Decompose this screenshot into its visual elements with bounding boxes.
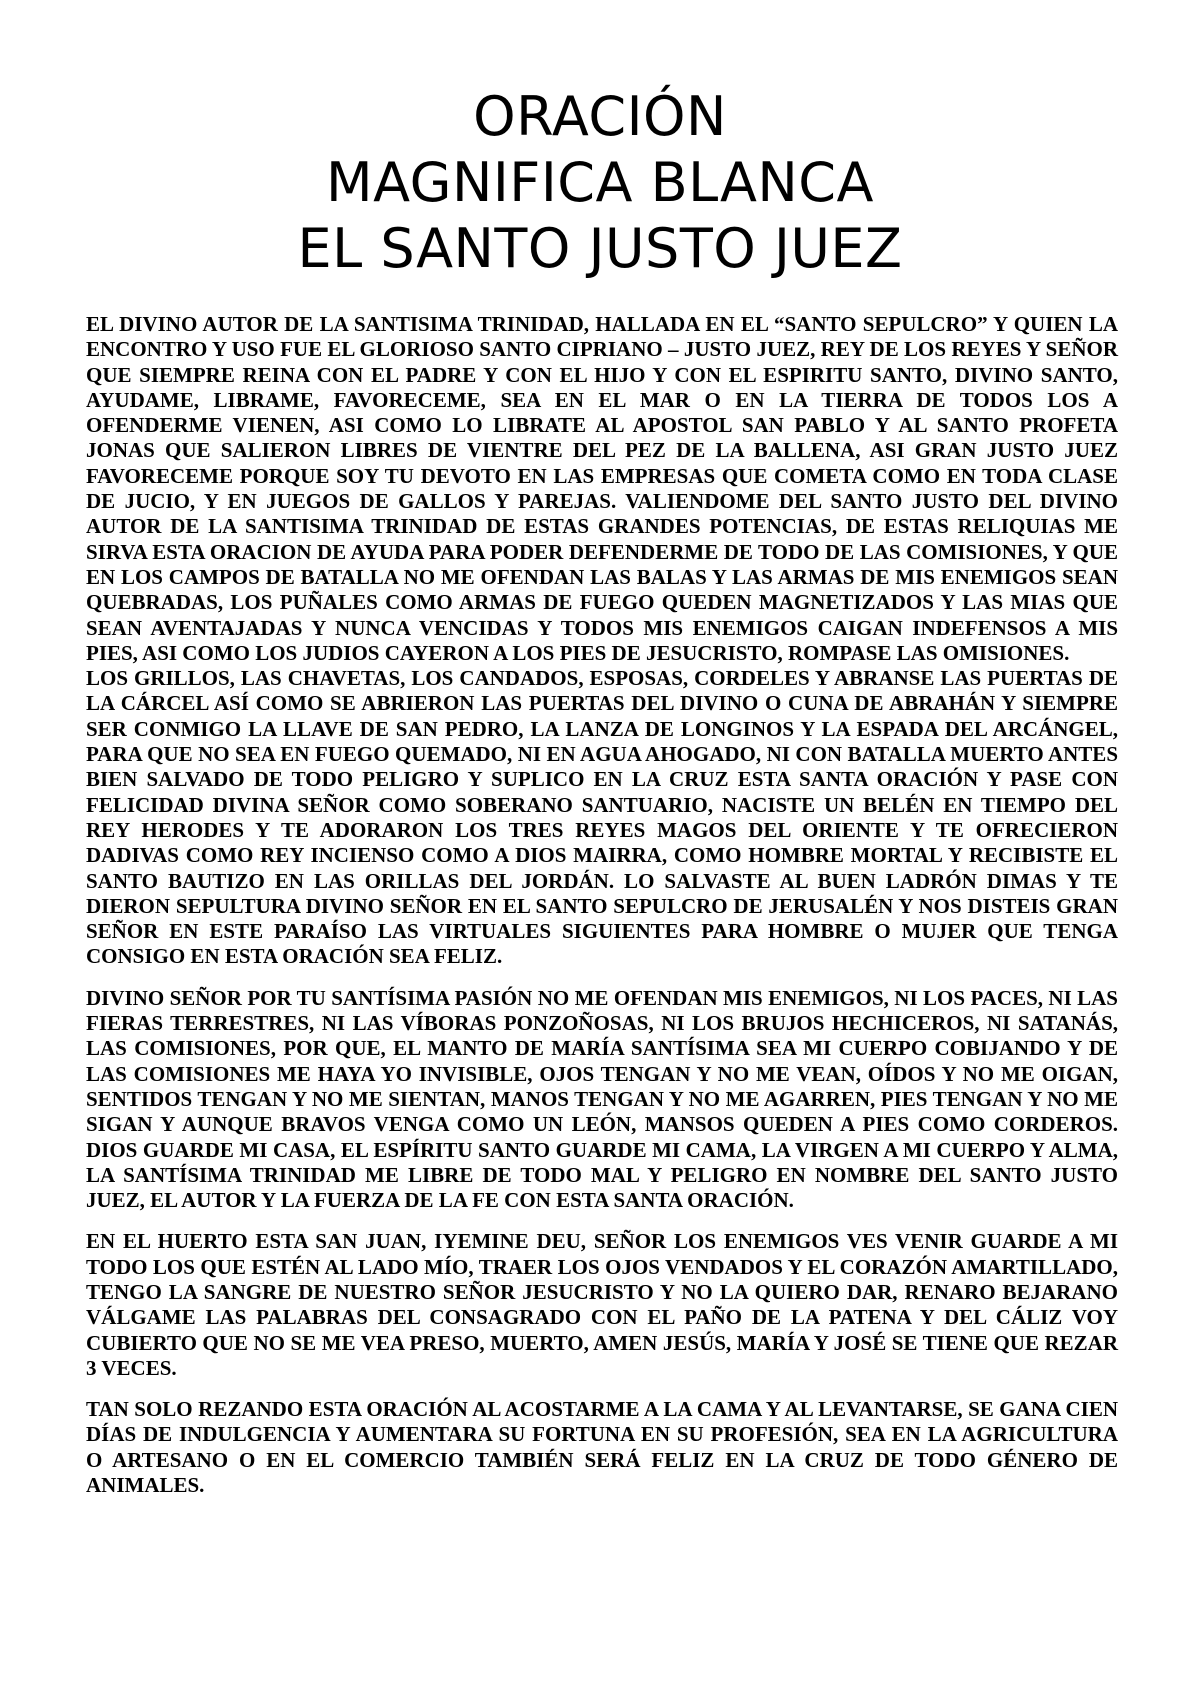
paragraph-4: EN EL HUERTO ESTA SAN JUAN, IYEMINE DEU, SEÑOR LOS ENEMIGOS VES VENIR GUARDE A MI TODO LOS QUE ESTÉN AL LADO MÍO, TRAER LOS OJOS VENDADOS Y EL CORAZÓN AMARTILLADO, TENGO LA SANGRE DE NUESTRO SEÑOR JESUCRISTO Y NO LA QUIERO DAR, RENARO BEJARANO VÁLGAME LAS PALABRAS DEL CONSAGRADO CON EL PAÑO DE LA PATENA Y DEL CÁLIZ VOY CUBIERTO QUE NO SE ME VEA PRESO, MUERTO, AMEN JESÚS, MARÍA Y JOSÉ SE TIENE QUE REZAR 3 VECES.: [86, 1229, 1118, 1380]
page-title: [0, 84, 1200, 282]
prayer-body: [86, 312, 1118, 1498]
title-line-2: MAGNIFICA BLANCA: [326, 151, 874, 214]
paragraph-2: LOS GRILLOS, LAS CHAVETAS, LOS CANDADOS, ESPOSAS, CORDELES Y ABRANSE LAS PUERTAS DE LA CÁRCEL ASÍ COMO SE ABRIERON LAS PUERTAS DEL DIVINO O CUNA DE ABRAHÁN Y SIEMPRE SER CONMIGO LA LLAVE DE SAN PEDRO, LA LANZA DE LONGINOS Y LA ESPADA DEL ARCÁNGEL, PARA QUE NO SEA EN FUEGO QUEMADO, NI EN AGUA AHOGADO, NI CON BATALLA MUERTO ANTES BIEN SALVADO DE TODO PELIGRO Y SUPLICO EN LA CRUZ ESTA SANTA ORACIÓN Y PASE CON FELICIDAD DIVINA SEÑOR COMO SOBERANO SANTUARIO, NACISTE UN BELÉN EN TIEMPO DEL REY HERODES Y TE ADORARON LOS TRES REYES MAGOS DEL ORIENTE Y TE OFRECIERON DADIVAS COMO REY INCIENSO COMO A DIOS MAIRRA, COMO HOMBRE MORTAL Y RECIBISTE EL SANTO BAUTIZO EN LAS ORILLAS DEL JORDÁN. LO SALVASTE AL BUEN LADRÓN DIMAS Y TE DIERON SEPULTURA DIVINO SEÑOR EN EL SANTO SEPULCRO DE JERUSALÉN Y NOS DISTEIS GRAN SEÑOR EN ESTE PARAÍSO LAS VIRTUALES SIGUIENTES PARA HOMBRE O MUJER QUE TENGA CONSIGO EN ESTA ORACIÓN SEA FELIZ.: [86, 666, 1118, 969]
paragraph-1: EL DIVINO AUTOR DE LA SANTISIMA TRINIDAD, HALLADA EN EL “SANTO SEPULCRO” Y QUIEN LA ENCONTRO Y USO FUE EL GLORIOSO SANTO CIPRIANO – JUSTO JUEZ, REY DE LOS REYES Y SEÑOR QUE SIEMPRE REINA CON EL PADRE Y CON EL HIJO Y CON EL ESPIRITU SANTO, DIVINO SANTO, AYUDAME, LIBRAME, FAVORECEME, SEA EN EL MAR O EN LA TIERRA DE TODOS LOS A OFENDERME VIENEN, ASI COMO LO LIBRATE AL APOSTOL SAN PABLO Y AL SANTO PROFETA JONAS QUE SALIERON LIBRES DE VIENTRE DEL PEZ DE LA BALLENA, ASI GRAN JUSTO JUEZ FAVORECEME PORQUE SOY TU DEVOTO EN LAS EMPRESAS QUE COMETA COMO EN TODA CLASE DE JUCIO, Y EN JUEGOS DE GALLOS Y PAREJAS. VALIENDOME DEL SANTO JUSTO DEL DIVINO AUTOR DE LA SANTISIMA TRINIDAD DE ESTAS GRANDES POTENCIAS, DE ESTAS RELIQUIAS ME SIRVA ESTA ORACION DE AYUDA PARA PODER DEFENDERME DE TODO DE LAS COMISIONES, Y QUE EN LOS CAMPOS DE BATALLA NO ME OFENDAN LAS BALAS Y LAS ARMAS DE MIS ENEMIGOS SEAN QUEBRADAS, LOS PUÑALES COMO ARMAS DE FUEGO QUEDEN MAGNETIZADOS Y LAS MIAS QUE SEAN AVENTAJADAS Y NUNCA VENCIDAS Y TODOS MIS ENEMIGOS CAIGAN INDEFENSOS A MIS PIES, ASI COMO LOS JUDIOS CAYERON A LOS PIES DE JESUCRISTO, ROMPASE LAS OMISIONES.: [86, 312, 1118, 665]
title-line-3: EL SANTO JUSTO JUEZ: [297, 217, 903, 280]
paragraph-5: TAN SOLO REZANDO ESTA ORACIÓN AL ACOSTARME A LA CAMA Y AL LEVANTARSE, SE GANA CIEN DÍAS DE INDULGENCIA Y AUMENTARA SU FORTUNA EN SU PROFESIÓN, SEA EN LA AGRICULTURA O ARTESANO O EN EL COMERCIO TAMBIÉN SERÁ FELIZ EN LA CRUZ DE TODO GÉNERO DE ANIMALES.: [86, 1397, 1118, 1498]
paragraph-3: DIVINO SEÑOR POR TU SANTÍSIMA PASIÓN NO ME OFENDAN MIS ENEMIGOS, NI LOS PACES, NI LAS FIERAS TERRESTRES, NI LAS VÍBORAS PONZOÑOSAS, NI LOS BRUJOS HECHICEROS, NI SATANÁS, LAS COMISIONES, POR QUE, EL MANTO DE MARÍA SANTÍSIMA SEA MI CUERPO COBIJANDO Y DE LAS COMISIONES ME HAYA YO INVISIBLE, OJOS TENGAN Y NO ME VEAN, OÍDOS Y NO ME OIGAN, SENTIDOS TENGAN Y NO ME SIENTAN, MANOS TENGAN Y NO ME AGARREN, PIES TENGAN Y NO ME SIGAN Y AUNQUE BRAVOS VENGA COMO UN LEÓN, MANSOS QUEDEN A PIES COMO CORDEROS. DIOS GUARDE MI CASA, EL ESPÍRITU SANTO GUARDE MI CAMA, LA VIRGEN A MI CUERPO Y ALMA, LA SANTÍSIMA TRINIDAD ME LIBRE DE TODO MAL Y PELIGRO EN NOMBRE DEL SANTO JUSTO JUEZ, EL AUTOR Y LA FUERZA DE LA FE CON ESTA SANTA ORACIÓN.: [86, 985, 1118, 1213]
title-line-1: ORACIÓN: [473, 85, 727, 148]
